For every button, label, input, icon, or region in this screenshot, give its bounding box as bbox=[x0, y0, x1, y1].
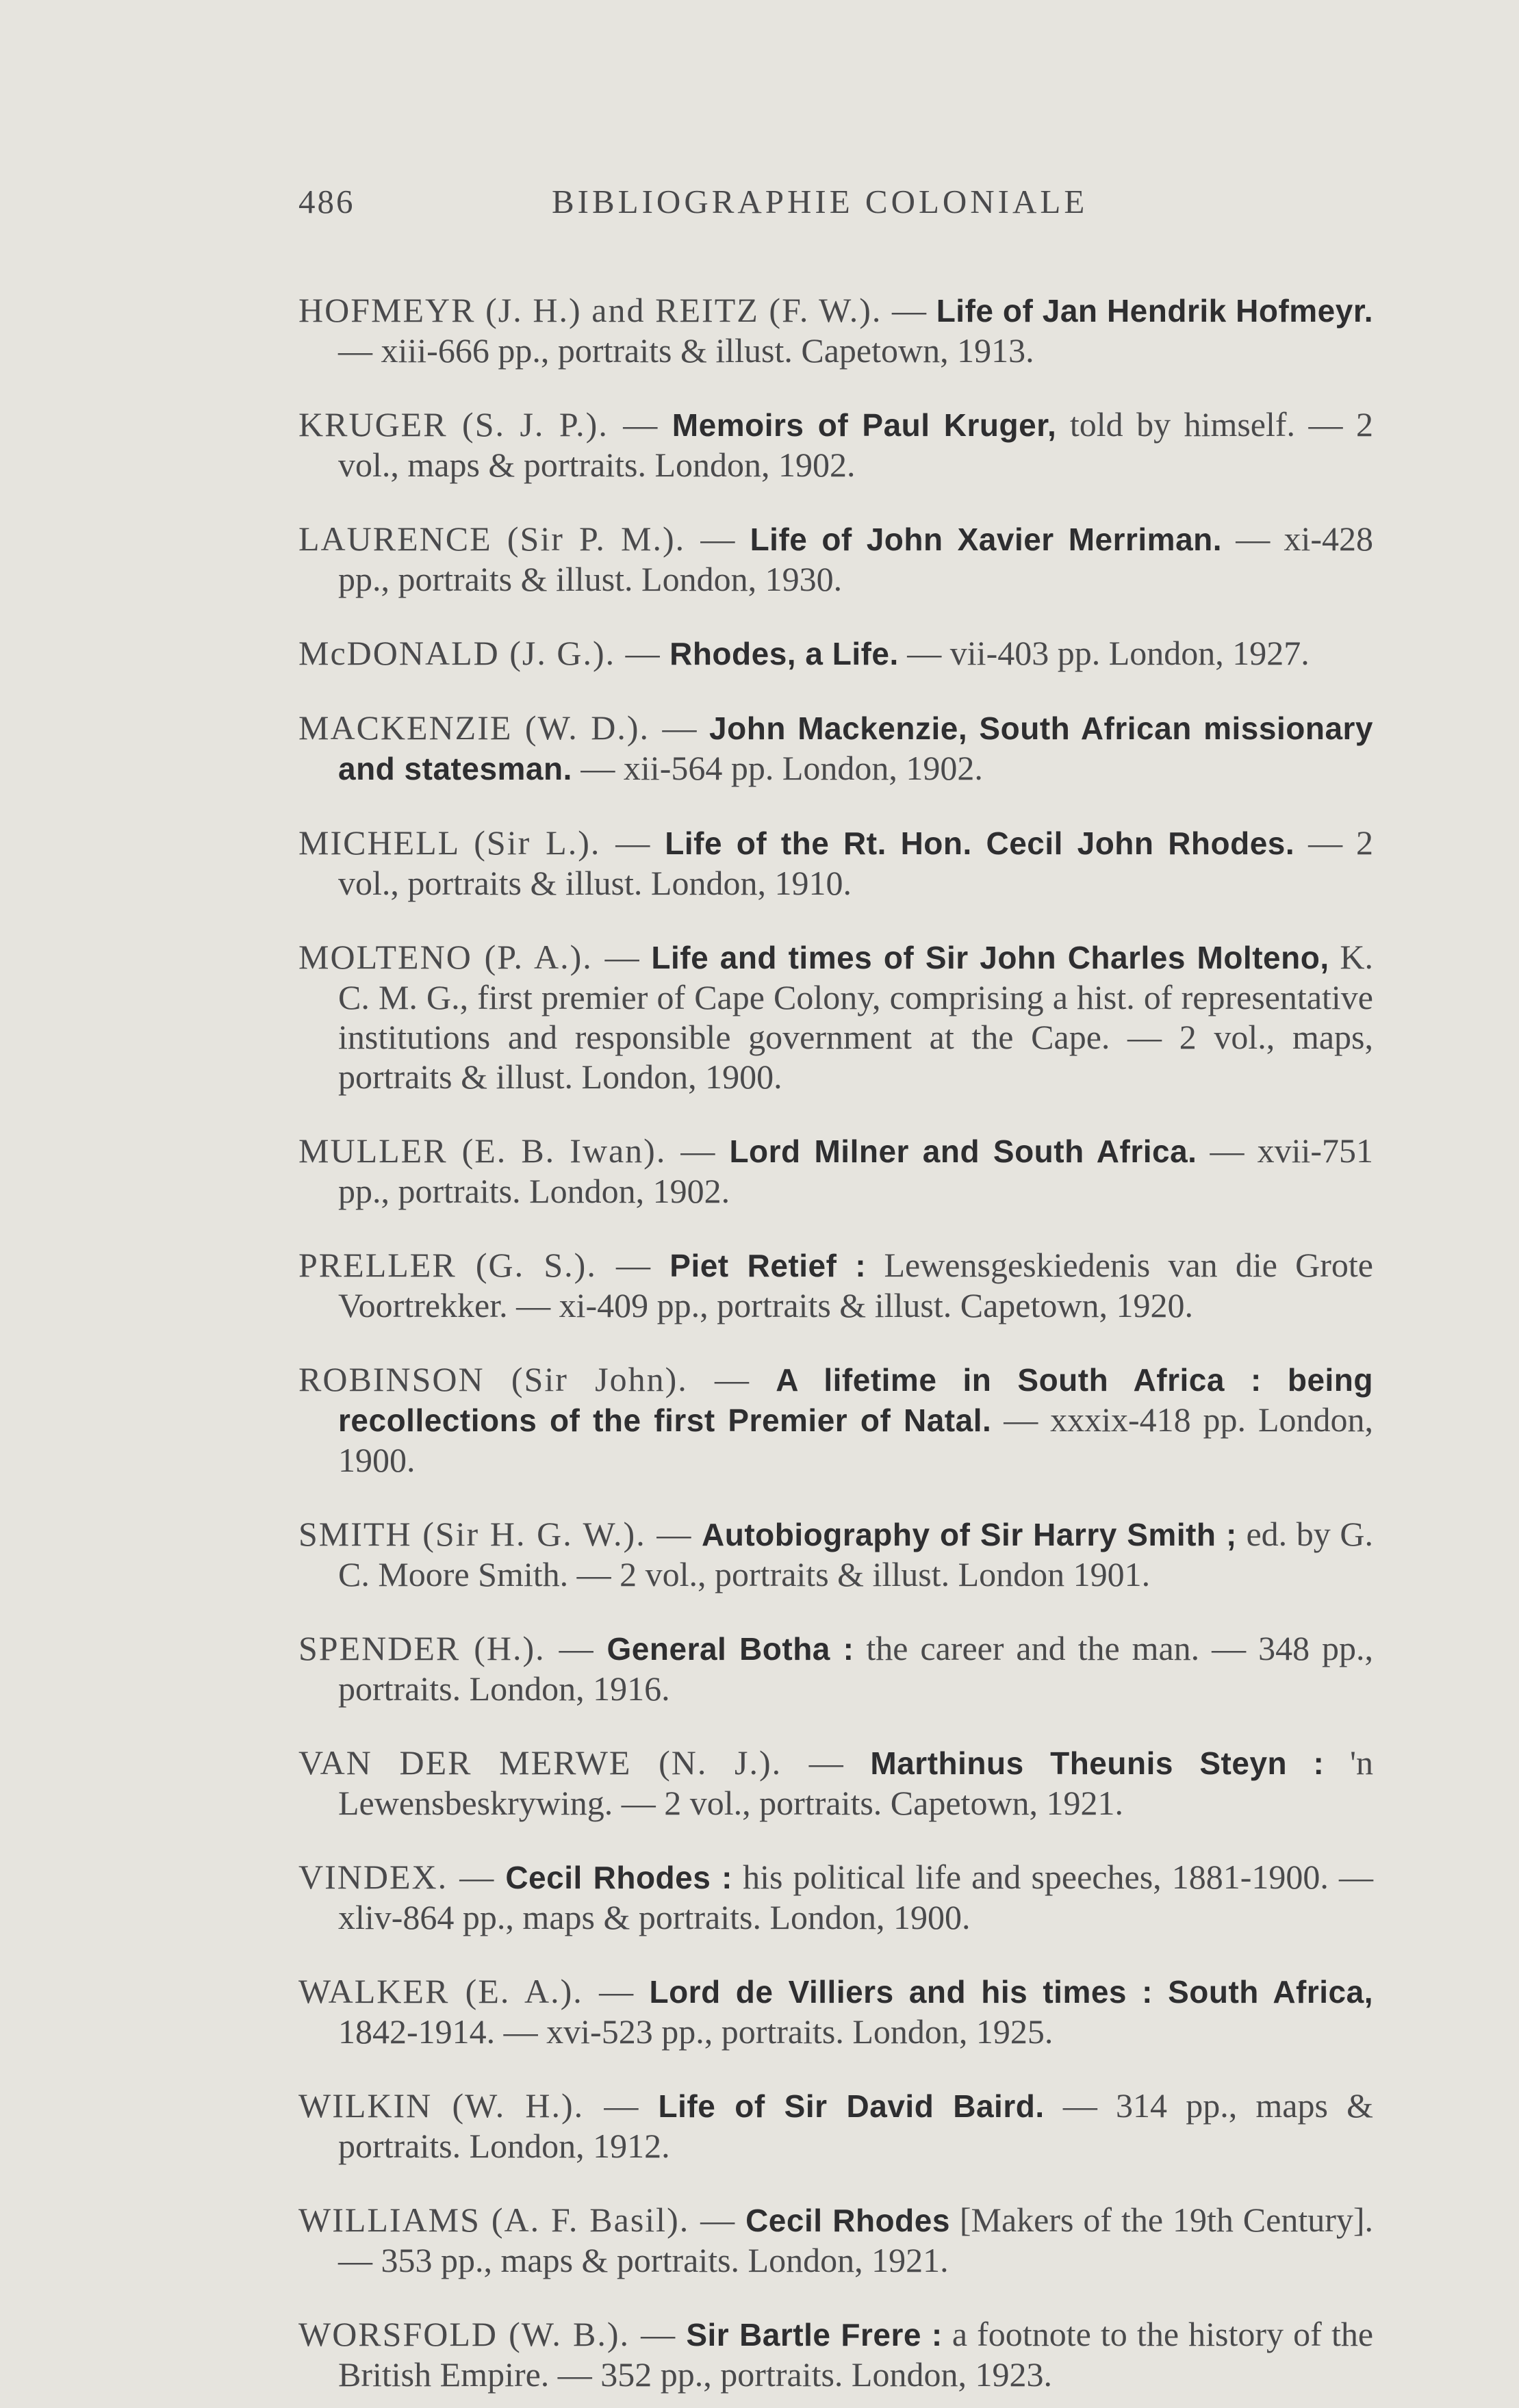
entry-details: 1842-1914. — xvi-523 pp., portraits. London, 1925. bbox=[338, 2012, 1054, 2051]
entry-author: WORSFOLD (W. B.). — bbox=[298, 2315, 677, 2353]
entry-author: WALKER (E. A.). — bbox=[298, 1972, 635, 2010]
entry-author: MULLER (E. B. Iwan). — bbox=[298, 1131, 717, 1170]
bibliography-entry bbox=[298, 290, 1373, 370]
entry-details: a footnote to the history of the British Empire. — 352 pp., portraits. London, 1923. bbox=[338, 2315, 1374, 2394]
entry-details: the career and the man. — 348 pp., portraits. London, 1916. bbox=[338, 1629, 1374, 1708]
entry-author: MOLTENO (P. A.). — bbox=[298, 938, 641, 976]
page-number: 486 bbox=[298, 183, 355, 220]
entry-details: — xiii-666 pp., portraits & illust. Capetown, 1913. bbox=[338, 331, 1034, 370]
entry-title: Life of Jan Hendrik Hofmeyr. bbox=[936, 293, 1373, 329]
entry-details: — 2 vol., portraits & illust. London, 1910. bbox=[338, 823, 1374, 902]
entry-title: Life of John Xavier Merriman. bbox=[750, 522, 1223, 557]
entry-title: General Botha : bbox=[607, 1631, 854, 1667]
entry-details: 'n Lewensbeskrywing. — 2 vol., portraits. Capetown, 1921. bbox=[338, 1743, 1374, 1822]
entry-title: Life of the Rt. Hon. Cecil John Rhodes. bbox=[665, 825, 1295, 861]
entry-author: LAURENCE (Sir P. M.). — bbox=[298, 520, 737, 558]
bibliography-entry bbox=[298, 2086, 1373, 2166]
entry-title: Sir Bartle Frere : bbox=[686, 2317, 943, 2353]
entry-title: John Mackenzie, South African missionary and statesman. bbox=[338, 710, 1374, 786]
entry-details: his political life and speeches, 1881-1900. — xliv-864 pp., maps & portraits. London, 1900. bbox=[338, 1858, 1373, 1936]
entry-details: — xi-428 pp., portraits & illust. London, 1930. bbox=[338, 520, 1374, 598]
entry-details: — xii-564 pp. London, 1902. bbox=[580, 749, 983, 787]
entry-details: ed. by G. C. Moore Smith. — 2 vol., portraits & illust. London 1901. bbox=[338, 1515, 1374, 1593]
entry-details: [Makers of the 19th Century]. — 353 pp., maps & portraits. London, 1921. bbox=[338, 2201, 1374, 2279]
bibliography-entry bbox=[298, 1628, 1373, 1708]
entry-details: K. C. M. G., first premier of Cape Colony, comprising a hist. of representative institutions and responsible government at the Cape. — 2 vol., maps, portraits & illust. London, 1900. bbox=[338, 938, 1373, 1096]
entry-title: Rhodes, a Life. bbox=[669, 636, 899, 671]
entry-author: PRELLER (G. S.). — bbox=[298, 1246, 652, 1284]
bibliography-entry bbox=[298, 708, 1373, 789]
entry-author: VAN DER MERWE (N. J.). — bbox=[298, 1743, 845, 1782]
entry-details: — xxxix-418 pp. London, 1900. bbox=[338, 1400, 1374, 1479]
entry-author: WILKIN (W. H.). — bbox=[298, 2086, 640, 2125]
entry-title: Life and times of Sir John Charles Molteno, bbox=[651, 940, 1329, 975]
entry-title: Lord Milner and South Africa. bbox=[729, 1133, 1197, 1169]
entry-author: SMITH (Sir H. G. W.). — bbox=[298, 1515, 693, 1553]
entry-details: — xvii-751 pp., portraits. London, 1902. bbox=[338, 1131, 1374, 1210]
entry-author: WILLIAMS (A. F. Basil). — bbox=[298, 2201, 737, 2239]
entry-title: Memoirs of Paul Kruger, bbox=[672, 407, 1057, 443]
entry-author: MACKENZIE (W. D.). — bbox=[298, 708, 698, 747]
bibliography-entry bbox=[298, 1359, 1373, 1480]
bibliography-entry bbox=[298, 1245, 1373, 1325]
bibliography-entry bbox=[298, 823, 1373, 903]
bibliography-entry bbox=[298, 2200, 1373, 2280]
entry-author: McDONALD (J. G.). — bbox=[298, 634, 661, 672]
page-header bbox=[298, 182, 1373, 237]
entry-details: Lewensgeskiedenis van die Grote Voortrekker. — xi-409 pp., portraits & illust. Capetown, 1920. bbox=[338, 1246, 1374, 1324]
bibliography-entry bbox=[298, 519, 1373, 599]
bibliography-entry bbox=[298, 1857, 1373, 1937]
entry-title: Piet Retief : bbox=[669, 1248, 867, 1283]
entry-title: A lifetime in South Africa : being recollections of the first Premier of Natal. bbox=[338, 1362, 1373, 1438]
bibliography-entry bbox=[298, 1743, 1373, 1823]
entry-details: — 314 pp., maps & portraits. London, 1912. bbox=[338, 2086, 1374, 2165]
bibliography-entry bbox=[298, 1971, 1373, 2051]
entry-title: Life of Sir David Baird. bbox=[658, 2088, 1045, 2124]
entry-details: — vii-403 pp. London, 1927. bbox=[907, 634, 1310, 672]
entry-title: Cecil Rhodes : bbox=[505, 1860, 732, 1895]
entry-author: HOFMEYR (J. H.) and REITZ (F. W.). — bbox=[298, 291, 928, 329]
bibliography-entry bbox=[298, 633, 1373, 674]
bibliography-entry bbox=[298, 405, 1373, 485]
entry-author: SPENDER (H.). — bbox=[298, 1629, 595, 1667]
entry-author: VINDEX. — bbox=[298, 1858, 496, 1896]
entry-author: ROBINSON (Sir John). — bbox=[298, 1360, 751, 1398]
bibliography-list bbox=[298, 256, 1373, 2408]
entry-author: MICHELL (Sir L.). — bbox=[298, 823, 652, 862]
bibliography-entry bbox=[298, 1131, 1373, 1211]
entry-details: told by himself. — 2 vol., maps & portraits. London, 1902. bbox=[338, 405, 1373, 484]
entry-title: Lord de Villiers and his times : South Africa, bbox=[649, 1974, 1374, 2010]
entry-author: KRUGER (S. J. P.). — bbox=[298, 405, 659, 444]
entry-title: Cecil Rhodes bbox=[745, 2203, 950, 2238]
bibliography-entry bbox=[298, 937, 1373, 1097]
entry-title: Autobiography of Sir Harry Smith ; bbox=[702, 1517, 1237, 1552]
running-title: BIBLIOGRAPHIE COLONIALE bbox=[552, 183, 1088, 220]
entry-title: Marthinus Theunis Steyn : bbox=[870, 1745, 1325, 1781]
bibliography-entry bbox=[298, 1514, 1373, 1594]
